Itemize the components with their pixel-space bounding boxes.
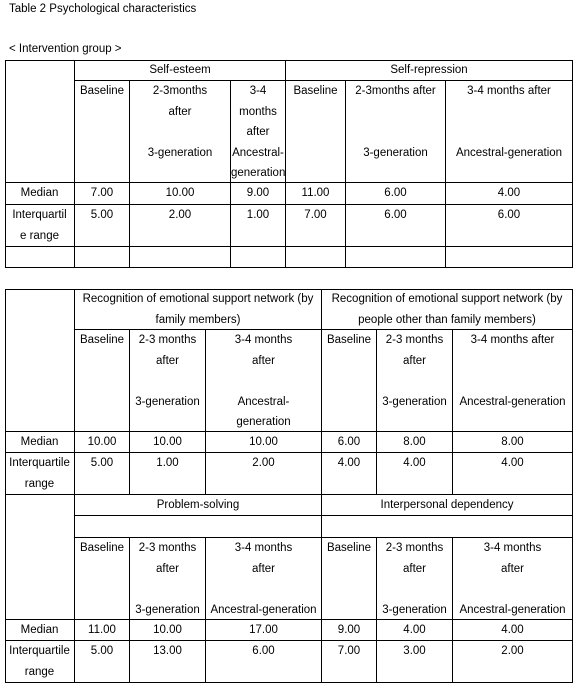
empty-cell xyxy=(322,516,573,538)
table-cell: 5.00 xyxy=(75,453,130,495)
table-cell: 6.00 xyxy=(446,205,573,247)
table-cell: 6.00 xyxy=(206,641,322,683)
table-cell: 10.00 xyxy=(130,620,206,641)
col-header: 3-4 months after Ancestral-generation xyxy=(453,330,573,432)
table-cell: 1.00 xyxy=(130,453,206,495)
col-header: 2-3months after 3-generation xyxy=(130,81,231,183)
col-header: 2-3 months after 3-generation xyxy=(130,330,206,432)
table-cell: 4.00 xyxy=(322,453,377,495)
table-cell: 9.00 xyxy=(322,620,377,641)
table-cell: 7.00 xyxy=(322,641,377,683)
col-header: Baseline xyxy=(286,81,346,183)
table-title: Table 2 Psychological characteristics xyxy=(9,3,197,15)
row-label-median: Median xyxy=(5,620,75,641)
table-self-esteem-repression xyxy=(5,60,573,268)
col-header: Baseline xyxy=(75,330,130,432)
col-header: 3-4 months after Ancestral- generation xyxy=(231,81,286,183)
table-cell: 6.00 xyxy=(346,205,446,247)
row-label-iqr: Interquartil e range xyxy=(5,205,75,247)
table-cell: 4.00 xyxy=(377,453,453,495)
table-cell: 9.00 xyxy=(231,183,286,205)
table-cell: 8.00 xyxy=(377,432,453,453)
table-cell: 8.00 xyxy=(453,432,573,453)
table-cell: 11.00 xyxy=(286,183,346,205)
group-header: Recognition of emotional support network (by people other than family members) xyxy=(322,289,573,330)
col-header: Baseline xyxy=(75,81,130,183)
group-header: Self-esteem xyxy=(75,60,286,81)
empty-cell xyxy=(75,516,322,538)
col-header: 2-3 months after 3-generation xyxy=(130,538,206,620)
col-header: 3-4 months after Ancestral-generation xyxy=(206,538,322,620)
corner-cell xyxy=(5,289,75,432)
table-cell: 10.00 xyxy=(206,432,322,453)
table-cell: 2.00 xyxy=(453,641,573,683)
empty-cell xyxy=(5,247,75,268)
empty-cell xyxy=(446,247,573,268)
group-header: Self-repression xyxy=(286,60,573,81)
col-header: Baseline xyxy=(322,330,377,432)
table-cell: 4.00 xyxy=(377,620,453,641)
table-cell: 10.00 xyxy=(130,183,231,205)
table-cell: 4.00 xyxy=(453,453,573,495)
col-header: 2-3 months after 3-generation xyxy=(377,330,453,432)
empty-cell xyxy=(75,247,130,268)
table-cell: 6.00 xyxy=(346,183,446,205)
empty-cell xyxy=(130,247,231,268)
col-header: 3-4 months after Ancestral-generation xyxy=(446,81,573,183)
col-header: 2-3months after 3-generation xyxy=(346,81,446,183)
table-cell: 5.00 xyxy=(75,205,130,247)
group-header: Problem-solving xyxy=(75,495,322,516)
table-cell: 4.00 xyxy=(446,183,573,205)
col-header: 2-3 months after 3-generation xyxy=(377,538,453,620)
col-header: 3-4 months after Ancestral- generation xyxy=(206,330,322,432)
table-cell: 3.00 xyxy=(377,641,453,683)
row-label-iqr: Interquartile range xyxy=(5,453,75,495)
col-header: 3-4 months after Ancestral-generation xyxy=(453,538,573,620)
group-header: Interpersonal dependency xyxy=(322,495,573,516)
table-cell: 7.00 xyxy=(286,205,346,247)
table-cell: 10.00 xyxy=(130,432,206,453)
table-cell: 10.00 xyxy=(75,432,130,453)
corner-cell xyxy=(5,60,75,183)
empty-cell xyxy=(231,247,286,268)
group-label: < Intervention group > xyxy=(9,43,122,55)
table-cell: 2.00 xyxy=(130,205,231,247)
row-label-iqr: Interquartile range xyxy=(5,641,75,683)
row-label-median: Median xyxy=(5,432,75,453)
corner-cell xyxy=(5,495,75,620)
table-cell: 17.00 xyxy=(206,620,322,641)
table-cell: 4.00 xyxy=(453,620,573,641)
row-label-median: Median xyxy=(5,183,75,205)
col-header: Baseline xyxy=(75,538,130,620)
table-cell: 13.00 xyxy=(130,641,206,683)
table-cell: 2.00 xyxy=(206,453,322,495)
table-support-network xyxy=(5,289,573,683)
empty-cell xyxy=(286,247,346,268)
table-cell: 5.00 xyxy=(75,641,130,683)
empty-cell xyxy=(346,247,446,268)
col-header: Baseline xyxy=(322,538,377,620)
table-cell: 11.00 xyxy=(75,620,130,641)
table-cell: 1.00 xyxy=(231,205,286,247)
group-header: Recognition of emotional support network (by family members) xyxy=(75,289,322,330)
table-cell: 7.00 xyxy=(75,183,130,205)
table-cell: 6.00 xyxy=(322,432,377,453)
